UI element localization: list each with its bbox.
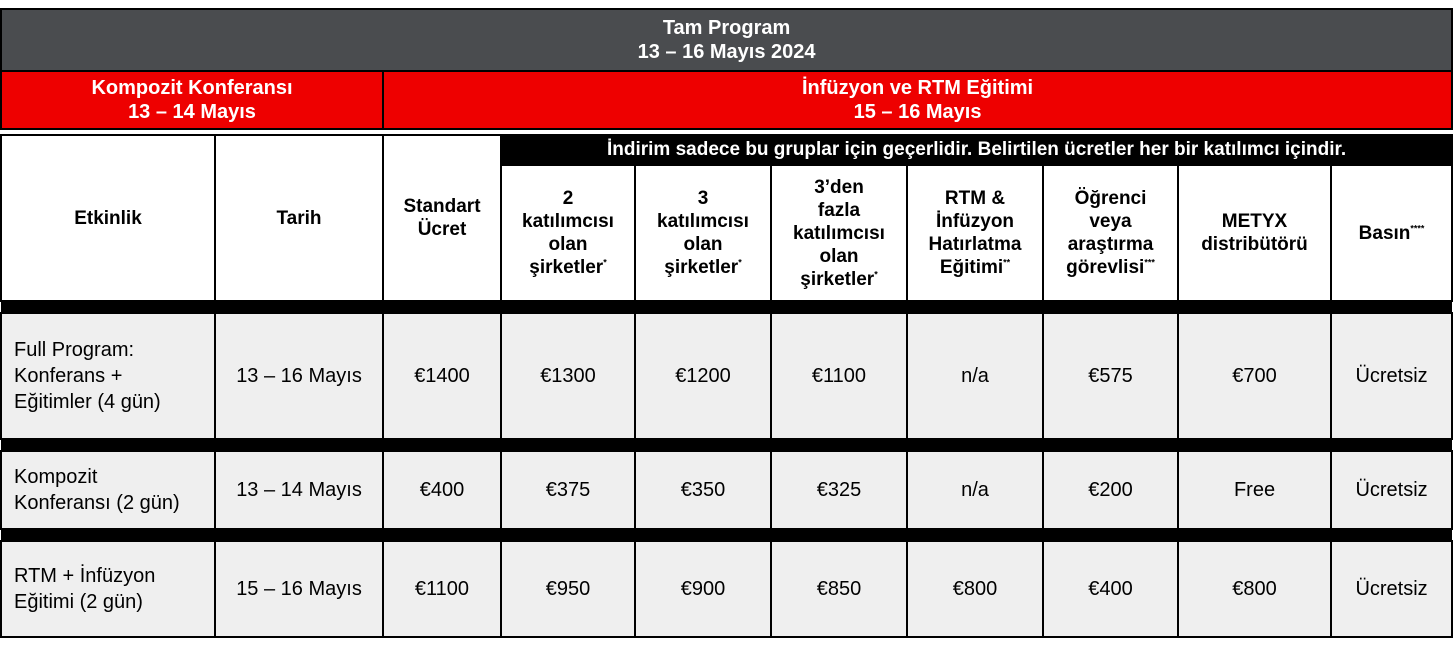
- header-line: 3’den: [814, 176, 864, 198]
- header-line-text: Eğitimi: [939, 257, 1004, 278]
- conference-section-header: [1, 71, 383, 129]
- footnote-mark: ***: [1144, 257, 1155, 268]
- footnote-mark: ****: [1410, 223, 1425, 234]
- header-line: [506, 256, 630, 279]
- row-separator: [1, 301, 1452, 313]
- discount-note: İndirim sadece bu gruplar için geçerlidir. Belirtilen ücretler her bir katılımcı içindir.: [501, 135, 1452, 165]
- cell-distributor: €800: [1178, 541, 1331, 637]
- cell-three: €350: [635, 451, 771, 529]
- header-line: olan: [548, 234, 588, 255]
- header-line: [640, 256, 766, 279]
- header-line: [1048, 256, 1173, 279]
- cell-two: €1300: [501, 313, 635, 439]
- footnote-mark: *: [603, 257, 607, 268]
- event-line: Eğitimler (4 gün): [14, 391, 161, 413]
- program-title: Tam Program: [662, 17, 791, 39]
- header-line: METYX: [1221, 211, 1288, 232]
- header-line-text: görevlisi: [1066, 257, 1145, 278]
- header-line-text: şirketler: [664, 257, 739, 278]
- row-separator: [1, 529, 1452, 541]
- col-header-student: [1043, 165, 1178, 301]
- event-line: RTM + İnfüzyon: [14, 565, 156, 587]
- cell-distributor: €700: [1178, 313, 1331, 439]
- header-line: katılımcısı: [793, 222, 885, 244]
- cell-three: €1200: [635, 313, 771, 439]
- col-header-more-participants: [771, 165, 907, 301]
- col-header-distributor: [1178, 165, 1331, 301]
- event-line: Konferansı (2 gün): [14, 492, 180, 514]
- header-line: 3: [697, 188, 709, 209]
- header-line: fazla: [817, 199, 861, 221]
- header-line: olan: [819, 245, 859, 267]
- training-section-header: [383, 71, 1452, 129]
- training-title: İnfüzyon ve RTM Eğitimi: [801, 77, 1034, 99]
- cell-student: €200: [1043, 451, 1178, 529]
- col-header-two-participants: [501, 165, 635, 301]
- col-header-standard: [383, 135, 501, 301]
- header-line: distribütörü: [1201, 234, 1308, 255]
- footnote-mark: *: [874, 269, 878, 280]
- col-header-standard-line: Ücret: [417, 219, 467, 240]
- cell-more: €1100: [771, 313, 907, 439]
- col-header-event: Etkinlik: [1, 135, 215, 301]
- table-row: [1, 313, 1452, 439]
- event-line: Kompozit: [14, 466, 98, 488]
- cell-more: €325: [771, 451, 907, 529]
- col-header-press: [1331, 165, 1452, 301]
- table-row: [1, 451, 1452, 529]
- cell-standard: €400: [383, 451, 501, 529]
- header-line: Öğrenci: [1074, 188, 1147, 209]
- program-title-cell: [1, 9, 1452, 71]
- cell-press: Ücretsiz: [1331, 541, 1452, 637]
- header-line: RTM &: [944, 188, 1006, 209]
- header-line: araştırma: [1067, 234, 1154, 255]
- footnote-mark: *: [738, 257, 742, 268]
- pricing-table: [0, 8, 1453, 638]
- cell-press: Ücretsiz: [1331, 313, 1452, 439]
- col-header-standard-line: Standart: [403, 196, 481, 217]
- header-line: katılımcısı: [522, 211, 614, 232]
- footnote-mark: **: [1003, 257, 1011, 268]
- program-dates: 13 – 16 Mayıs 2024: [637, 41, 816, 63]
- header-line-text: Basın: [1358, 222, 1411, 244]
- col-header-refresher-training: [907, 165, 1043, 301]
- header-line: katılımcısı: [657, 211, 749, 232]
- cell-date: 13 – 16 Mayıs: [215, 313, 383, 439]
- cell-event: [1, 451, 215, 529]
- cell-date: 15 – 16 Mayıs: [215, 541, 383, 637]
- header-line: olan: [683, 234, 723, 255]
- cell-event: [1, 313, 215, 439]
- header-line: Hatırlatma: [928, 234, 1022, 255]
- training-dates: 15 – 16 Mayıs: [853, 101, 982, 123]
- cell-distributor: Free: [1178, 451, 1331, 529]
- conference-title: Kompozit Konferansı: [91, 77, 293, 99]
- event-line: Eğitimi (2 gün): [14, 591, 143, 613]
- conference-dates: 13 – 14 Mayıs: [128, 101, 256, 123]
- cell-more: €850: [771, 541, 907, 637]
- cell-refresher: €800: [907, 541, 1043, 637]
- cell-standard: €1100: [383, 541, 501, 637]
- cell-two: €950: [501, 541, 635, 637]
- header-line: [912, 256, 1038, 279]
- col-header-date: Tarih: [215, 135, 383, 301]
- table-row: [1, 541, 1452, 637]
- cell-student: €400: [1043, 541, 1178, 637]
- cell-event: [1, 541, 215, 637]
- header-line: [776, 268, 902, 291]
- header-line: İnfüzyon: [935, 211, 1015, 232]
- row-separator: [1, 439, 1452, 451]
- cell-date: 13 – 14 Mayıs: [215, 451, 383, 529]
- cell-refresher: n/a: [907, 451, 1043, 529]
- col-header-three-participants: [635, 165, 771, 301]
- event-line: Konferans +: [14, 365, 123, 387]
- cell-three: €900: [635, 541, 771, 637]
- header-line-text: şirketler: [529, 257, 604, 278]
- cell-standard: €1400: [383, 313, 501, 439]
- header-line: veya: [1089, 211, 1132, 232]
- cell-student: €575: [1043, 313, 1178, 439]
- cell-refresher: n/a: [907, 313, 1043, 439]
- cell-press: Ücretsiz: [1331, 451, 1452, 529]
- header-line: 2: [562, 188, 574, 209]
- cell-two: €375: [501, 451, 635, 529]
- header-line-text: şirketler: [800, 268, 875, 290]
- event-line: Full Program:: [14, 339, 135, 361]
